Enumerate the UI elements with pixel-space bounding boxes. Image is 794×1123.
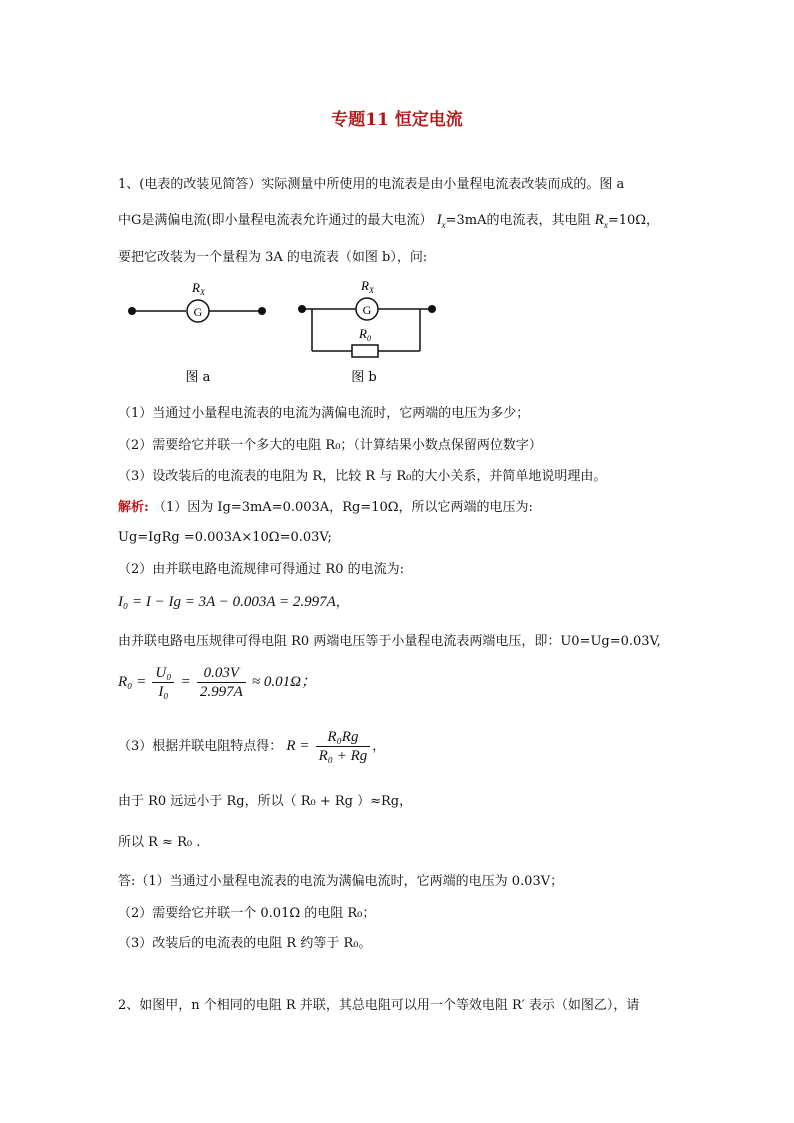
q1-intro-line-3: 要把它改装为一个量程为 3A 的电流表（如图 b），问:: [118, 250, 428, 265]
terminal-dot: [258, 307, 266, 315]
solution-current-equation: I₀ = I − Ig = 3A − 0.003A = 2.997A，: [118, 594, 349, 610]
solution-r0-equation: R₀ = $\frac{\text{U₀}}{\text{I₀}}$ = $\frac{0.03V}{2.997A}$ ≈ 0.01Ω；: [118, 665, 317, 700]
answer-2: （2）需要给它并联一个 0.01Ω 的电阻 R₀；: [118, 906, 376, 921]
solution-step-3: （3）根据并联电阻特点得： R = $\frac{\text{R₀Rg}}{\text{R₀ + Rg}}$ ，: [118, 729, 386, 764]
rx-symbol: $R_x$: [594, 212, 608, 230]
q1-intro-2b: =3mA的电流表，其电阻: [445, 213, 591, 228]
terminal-dot: [428, 305, 436, 313]
q1-sub-question-3: （3）设改装后的电流表的电阻为 R，比较 R 与 R₀的大小关系，并简单地说明理由。: [118, 469, 607, 484]
solution-step-3-conclusion: 所以 R ≈ R₀ .: [118, 835, 201, 850]
figure-b: [298, 278, 436, 385]
fraction-u0-i0: $\frac{\text{U₀}}{\text{I₀}}$: [152, 664, 174, 701]
q1-sub-question-2: （2）需要给它并联一个多大的电阻 R₀；（计算结果小数点保留两位数字）: [118, 438, 542, 453]
rx-label-a: $R_X$: [192, 280, 205, 297]
q2-text: 2、如图甲，n 个相同的电阻 R 并联，其总电阻可以用一个等效电阻 R′ 表示（如图乙），请: [118, 998, 640, 1013]
rx-label-b: $R_X$: [361, 278, 374, 295]
fraction-parallel-resistance: $\frac{\text{R₀Rg}}{\text{R₀ + Rg}}$: [316, 728, 371, 765]
q1-sub-question-1: （1）当通过小量程电流表的电流为满偏电流时，它两端的电压为多少；: [118, 406, 530, 421]
q1-intro-2c: =10Ω，: [607, 213, 660, 228]
circuit-figures: [118, 275, 458, 395]
figure-b-caption: 图 b: [351, 370, 377, 385]
q1-intro-line-2: [118, 210, 659, 235]
figure-a: [128, 280, 266, 385]
ix-symbol: $I_x$: [436, 212, 446, 230]
galvanometer-g-label: G: [193, 305, 203, 319]
q1-intro-line-1: 1、(电表的改装见简答）实际测量中所使用的电流表是由小量程电流表改装而成的。图 a: [118, 177, 625, 192]
q1-intro-2a: 中G是满偏电流(即小量程电流表允许通过的最大电流）: [118, 213, 433, 228]
answer-3: （3）改装后的电流表的电阻 R 约等于 R₀。: [118, 936, 372, 951]
galvanometer-g-label: G: [362, 303, 372, 317]
solution-step-2: （2）由并联电路电流规律可得通过 R0 的电流为:: [118, 562, 404, 577]
solution-label: 解析:: [118, 500, 149, 515]
solution-voltage-note: 由并联电路电压规律可得电阻 R0 两端电压等于小量程电流表两端电压，即：U0=Ug=0.03V,: [118, 634, 661, 649]
solution-step-3-comparison: 由于 R0 远远小于 Rg，所以（ R₀ + Rg ）≈Rg，: [118, 794, 413, 809]
solution-step-1: 解析: （1）因为 Ig=3mA=0.003A，Rg=10Ω，所以它两端的电压为:: [118, 500, 533, 515]
fraction-voltage-current: $\frac{0.03V}{2.997A}$: [197, 664, 246, 701]
figure-a-caption: 图 a: [185, 370, 211, 385]
page-title: 专题11 恒定电流: [331, 110, 463, 130]
resistor-r0-symbol: [352, 345, 378, 357]
answer-1: 答:（1）当通过小量程电流表的电流为满偏电流时，它两端的电压为 0.03V；: [118, 874, 564, 889]
r0-label: $R_0$: [359, 326, 371, 343]
solution-step-1-equation: Ug=IgRg =0.003A×10Ω=0.03V;: [118, 530, 332, 545]
